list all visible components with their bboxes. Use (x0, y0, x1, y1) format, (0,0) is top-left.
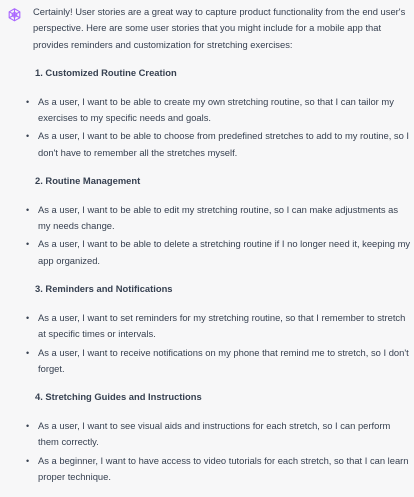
list-item (26, 128, 411, 161)
list-item (26, 310, 411, 343)
section-reminders-and-notifications (26, 281, 411, 377)
bullet-icon: • (26, 312, 30, 323)
openai-logo-icon (6, 7, 23, 24)
story-list (26, 94, 411, 162)
section-stretching-guides-and-instructions (26, 389, 411, 485)
section-routine-management (26, 173, 411, 269)
list-item (26, 94, 411, 127)
section-heading: 4. Stretching Guides and Instructions (35, 391, 202, 403)
section-heading: 2. Routine Management (35, 175, 141, 187)
assistant-avatar (3, 4, 25, 26)
bullet-icon: • (26, 420, 30, 431)
story-list (26, 202, 411, 270)
message-intro: Certainly! User stories are a great way to capture product functionality from the end user's perspective. Here are some user stories that you might include for a mobile app that provides reminders and customization for stretching exercises: (33, 6, 406, 50)
story-text: As a user, I want to be able to delete a stretching routine if I no longer need it, keeping my app organized. (38, 238, 411, 266)
story-text: As a user, I want to be able to choose from predefined stretches to add to my routine, so I don't have to remember all the stretches myself. (38, 130, 410, 158)
assistant-message (26, 4, 411, 497)
section-heading: 3. Reminders and Notifications (35, 283, 173, 295)
list-item (26, 345, 411, 378)
section-customized-routine-creation (26, 65, 411, 161)
story-list (26, 310, 411, 378)
story-list (26, 418, 411, 486)
story-text: As a user, I want to receive notifications on my phone that remind me to stretch, so I don't forget. (38, 346, 409, 374)
bullet-icon: • (26, 455, 30, 466)
list-item (26, 202, 411, 235)
bullet-icon: • (26, 96, 30, 107)
story-text: As a user, I want to set reminders for my stretching routine, so that I remember to stretch at specific times or intervals. (38, 311, 406, 340)
story-text: As a user, I want to see visual aids and instructions for each stretch, so I can perform them correctly. (38, 419, 391, 448)
bullet-icon: • (26, 131, 30, 142)
bullet-icon: • (26, 239, 30, 250)
list-item (26, 236, 411, 269)
bullet-icon: • (26, 204, 30, 215)
list-item (26, 453, 411, 486)
list-item (26, 418, 411, 451)
section-heading: 1. Customized Routine Creation (35, 67, 177, 79)
story-text: As a beginner, I want to have access to video tutorials for each stretch, so that I can learn proper technique. (38, 454, 409, 482)
bullet-icon: • (26, 347, 30, 358)
story-text: As a user, I want to be able to create my own stretching routine, so that I can tailor my exercises to my specific needs and goals. (38, 95, 394, 124)
story-text: As a user, I want to be able to edit my stretching routine, so I can make adjustments as my needs change. (38, 203, 399, 232)
